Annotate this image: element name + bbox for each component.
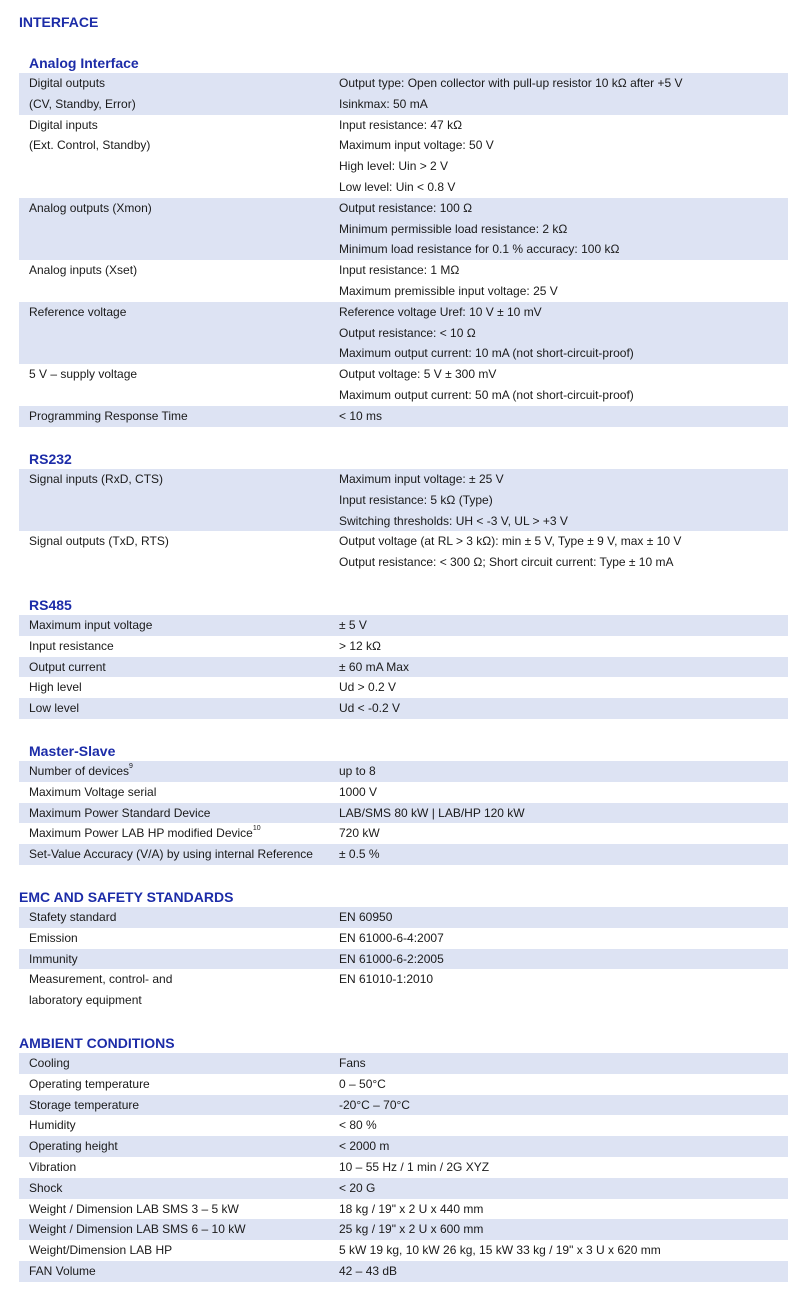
spec-row [19,1261,788,1282]
label-line: Digital inputs [29,117,98,132]
spec-value [339,1219,788,1240]
value-line: EN 60950 [339,910,393,924]
label-line: (CV, Standby, Error) [29,96,136,111]
spec-label [19,1136,339,1157]
spec-row [19,198,788,260]
label-line: Stafety standard [29,910,117,924]
value-line: Minimum load resistance for 0.1 % accuracy: 100 kΩ [339,242,620,257]
label-line: Programming Response Time [29,408,188,423]
value-line: > 12 kΩ [339,638,381,653]
spec-label [19,907,339,928]
spec-value [339,1240,788,1261]
spec-value [339,531,788,573]
spec-label [19,1240,339,1261]
spec-row [19,782,788,803]
spec-value [339,803,788,824]
spec-label [19,636,339,657]
spec-label [19,302,339,364]
label-line: FAN Volume [29,1263,96,1278]
value-line: ± 0.5 % [339,847,380,862]
spec-value [339,657,788,678]
footnote-marker: 9 [129,763,133,770]
label-line: Cooling [29,1056,70,1070]
spec-table [19,73,788,427]
value-line: Output type: Open collector with pull-up resistor 10 kΩ after +5 V [339,76,683,90]
value-line: 18 kg / 19" x 2 U x 440 mm [339,1201,484,1216]
spec-value [339,823,788,844]
section-heading: AMBIENT CONDITIONS [19,1035,175,1051]
label-line: Weight / Dimension LAB SMS 3 – 5 kW [29,1201,239,1216]
spec-value [339,198,788,260]
value-line: Maximum input voltage: ± 25 V [339,472,504,486]
spec-label [19,115,339,198]
spec-value [339,260,788,302]
spec-label [19,1219,339,1240]
value-line: Ud > 0.2 V [339,680,397,695]
spec-row [19,969,788,1011]
spec-value [339,406,788,427]
spec-row [19,803,788,824]
spec-row [19,615,788,636]
spec-row [19,677,788,698]
section-heading: RS232 [29,451,72,467]
value-line: Output resistance: < 10 Ω [339,325,476,340]
label-line: (Ext. Control, Standby) [29,138,151,153]
spec-row [19,657,788,678]
spec-table [19,761,788,865]
spec-value [339,1095,788,1116]
spec-row [19,1115,788,1136]
spec-value [339,1199,788,1220]
value-line: ± 5 V [339,618,367,632]
spec-value [339,636,788,657]
spec-value [339,928,788,949]
spec-row [19,364,788,406]
label-line: Immunity [29,951,78,966]
spec-label [19,949,339,970]
label-line: High level [29,680,82,695]
value-line: ± 60 mA Max [339,659,409,674]
label-line: Vibration [29,1159,77,1174]
spec-value [339,1136,788,1157]
spec-label [19,969,339,1011]
spec-value [339,1157,788,1178]
spec-row [19,406,788,427]
spec-label [19,657,339,678]
spec-row [19,302,788,364]
spec-label [19,1261,339,1282]
spec-label [19,1199,339,1220]
value-line: Output resistance: 100 Ω [339,200,473,215]
value-line: < 10 ms [339,408,383,423]
spec-label [19,615,339,636]
spec-label [19,677,339,698]
value-line: Low level: Uin < 0.8 V [339,179,456,194]
spec-row [19,1199,788,1220]
spec-row [19,949,788,970]
spec-value [339,115,788,198]
label-line: Input resistance [29,638,114,653]
label-line: Shock [29,1180,63,1195]
label-line: Analog inputs (Xset) [29,263,138,278]
section-3 [0,595,800,719]
spec-value [339,761,788,782]
section-heading: INTERFACE [19,14,99,30]
label-line: Humidity [29,1118,76,1133]
label-line: Weight / Dimension LAB SMS 6 – 10 kW [29,1222,246,1237]
spec-value [339,969,788,1011]
spec-label [19,782,339,803]
spec-row [19,928,788,949]
value-line: LAB/SMS 80 kW | LAB/HP 120 kW [339,805,525,820]
value-line: EN 61010-1:2010 [339,972,434,987]
value-line: Minimum permissible load resistance: 2 kΩ [339,221,568,236]
value-line: 10 – 55 Hz / 1 min / 2G XYZ [339,1159,490,1174]
label-line: Maximum Voltage serial [29,784,157,799]
value-line: EN 61000-6-2:2005 [339,951,444,966]
value-line: < 80 % [339,1118,377,1133]
spec-row [19,636,788,657]
spec-row [19,1074,788,1095]
spec-row [19,115,788,198]
spec-row [19,698,788,719]
spec-label [19,469,339,531]
spec-row [19,469,788,531]
spec-value [339,949,788,970]
spec-label [19,1157,339,1178]
value-line: up to 8 [339,764,376,778]
spec-value [339,907,788,928]
spec-row [19,531,788,573]
value-line: 0 – 50°C [339,1076,386,1091]
label-line: Number of devices$^9$ [29,763,133,778]
label-line: Output current [29,659,106,674]
spec-row [19,1178,788,1199]
spec-label [19,198,339,260]
value-line: EN 61000-6-4:2007 [339,930,444,945]
spec-table [19,907,788,1011]
label-line: Emission [29,930,78,945]
spec-label [19,1053,339,1074]
label-line: Maximum input voltage [29,618,153,632]
section-1 [0,53,800,427]
label-line: Storage temperature [29,1097,140,1112]
value-line: Maximum output current: 10 mA (not short-circuit-proof) [339,346,634,361]
spec-value [339,1115,788,1136]
spec-value [339,1261,788,1282]
spec-label [19,260,339,302]
value-line: -20°C – 70°C [339,1097,410,1112]
value-line: 25 kg / 19" x 2 U x 600 mm [339,1222,484,1237]
value-line: 1000 V [339,784,378,799]
label-line: Low level [29,701,80,716]
spec-label [19,1115,339,1136]
section-0 [0,12,800,32]
value-line: < 20 G [339,1180,376,1195]
spec-value [339,302,788,364]
spec-label [19,1074,339,1095]
label-line: laboratory equipment [29,993,142,1008]
value-line: 42 – 43 dB [339,1263,398,1278]
spec-value [339,73,788,115]
section-5 [0,887,800,1011]
value-line: Input resistance: 1 MΩ [339,263,460,278]
spec-label [19,406,339,427]
spec-value [339,1074,788,1095]
value-line: Maximum input voltage: 50 V [339,138,494,153]
label-line: Analog outputs (Xmon) [29,200,152,215]
spec-row [19,73,788,115]
spec-value [339,677,788,698]
value-line: Switching thresholds: UH < -3 V, UL > +3 V [339,513,568,528]
label-line: Maximum Power LAB HP modified Device$^{10}$ [29,825,261,841]
spec-label [19,803,339,824]
label-line: Maximum Power Standard Device [29,805,211,820]
label-line: Signal outputs (TxD, RTS) [29,534,169,549]
spec-table [19,615,788,719]
value-line: Ud < -0.2 V [339,701,401,716]
spec-value [339,364,788,406]
section-2 [0,449,800,573]
value-line: Maximum premissible input voltage: 25 V [339,283,558,298]
spec-value [339,615,788,636]
spec-label [19,364,339,406]
label-line: Weight/Dimension LAB HP [29,1243,173,1258]
spec-row [19,1136,788,1157]
value-line: 5 kW 19 kg, 10 kW 26 kg, 15 kW 33 kg / 19" x 3 U x 620 mm [339,1243,661,1258]
spec-label [19,1095,339,1116]
section-heading: Master-Slave [29,743,116,759]
spec-row [19,1157,788,1178]
spec-label [19,1178,339,1199]
spec-value [339,782,788,803]
label-line: Reference voltage [29,304,127,319]
label-line: Operating temperature [29,1076,150,1091]
label-line: 5 V – supply voltage [29,367,138,382]
label-line: Measurement, control- and [29,972,173,987]
value-line: Input resistance: 5 kΩ (Type) [339,492,493,507]
value-line: 720 kW [339,826,380,841]
spec-table [19,469,788,573]
spec-table [19,1053,788,1282]
spec-label [19,823,339,844]
spec-label [19,844,339,865]
spec-value [339,469,788,531]
value-line: High level: Uin > 2 V [339,159,449,174]
label-line: Digital outputs [29,76,106,90]
spec-value [339,1053,788,1074]
spec-label [19,698,339,719]
label-line: Operating height [29,1139,118,1154]
value-line: Isinkmax: 50 mA [339,96,428,111]
section-heading: RS485 [29,597,72,613]
spec-row [19,1219,788,1240]
spec-row [19,260,788,302]
value-line: Fans [339,1056,366,1070]
spec-label [19,928,339,949]
spec-row [19,844,788,865]
value-line: Input resistance: 47 kΩ [339,117,463,132]
spec-value [339,844,788,865]
spec-label [19,761,339,782]
spec-row [19,761,788,782]
value-line: Output resistance: < 300 Ω; Short circuit current: Type ± 10 mA [339,555,674,570]
value-line: < 2000 m [339,1139,390,1154]
spec-row [19,1095,788,1116]
section-heading: Analog Interface [29,55,139,71]
spec-row [19,1240,788,1261]
spec-label [19,531,339,573]
label-line: Signal inputs (RxD, CTS) [29,472,164,486]
label-line: Set-Value Accuracy (V/A) by using internal Reference [29,847,313,862]
spec-row [19,907,788,928]
value-line: Maximum output current: 50 mA (not short-circuit-proof) [339,387,634,402]
spec-value [339,1178,788,1199]
section-6 [0,1033,800,1282]
section-4 [0,741,800,865]
section-heading: EMC AND SAFETY STANDARDS [19,889,234,905]
spec-value [339,698,788,719]
value-line: Output voltage (at RL > 3 kΩ): min ± 5 V, Type ± 9 V, max ± 10 V [339,534,682,549]
value-line: Reference voltage Uref: 10 V ± 10 mV [339,304,542,319]
footnote-marker: 10 [252,825,261,833]
spec-row [19,823,788,844]
spec-label [19,73,339,115]
value-line: Output voltage: 5 V ± 300 mV [339,367,497,382]
spec-row [19,1053,788,1074]
